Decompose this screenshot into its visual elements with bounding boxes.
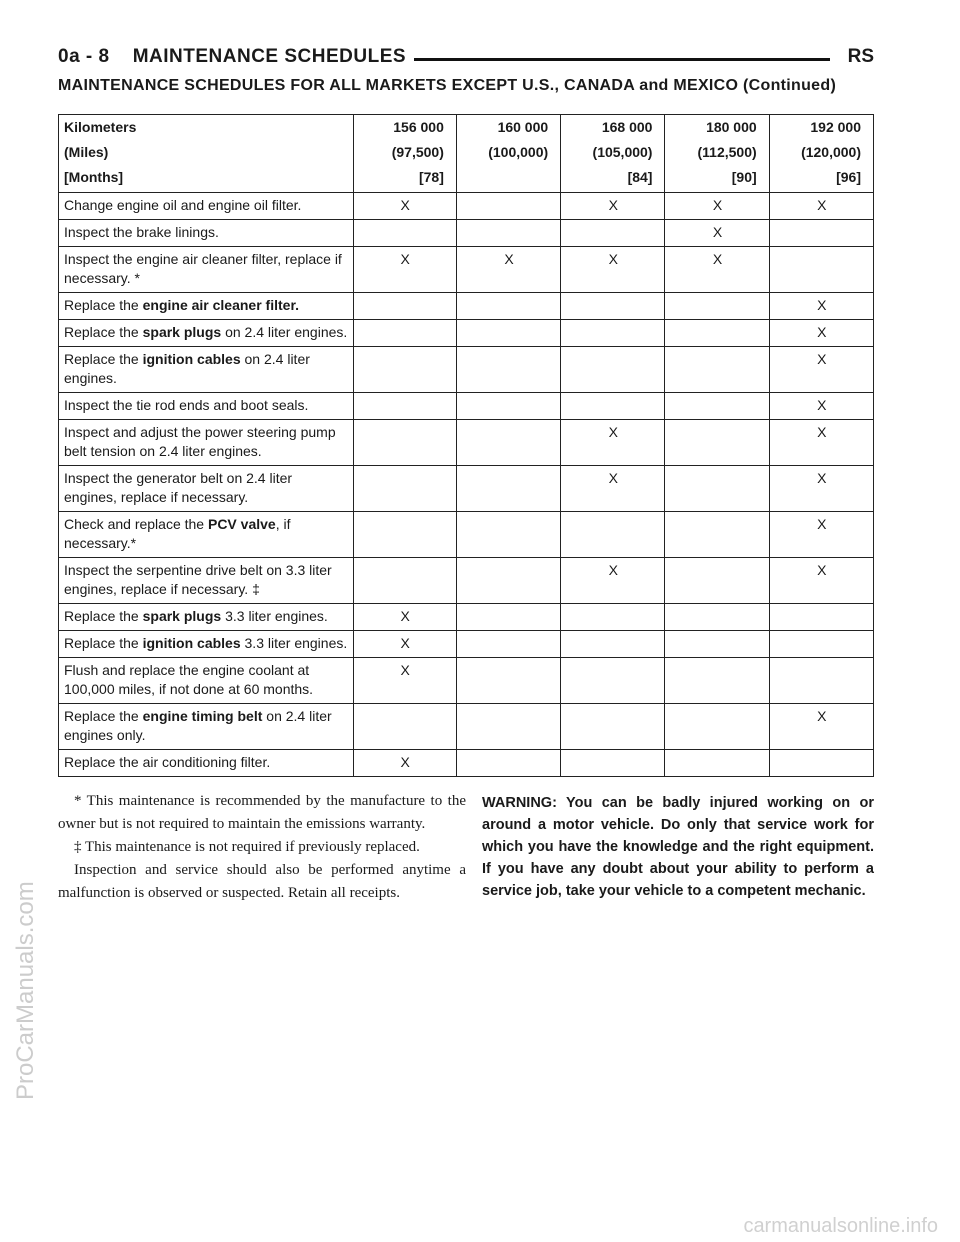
table-row bbox=[59, 320, 874, 347]
footnote-double-dagger: ‡ This maintenance is not required if previously replaced. bbox=[74, 839, 420, 855]
interval-mark-cell bbox=[561, 293, 665, 320]
task-part-name: engine timing belt bbox=[142, 708, 263, 724]
section-title: MAINTENANCE SCHEDULES FOR ALL MARKETS EXCEPT U.S., CANADA and MEXICO (Continued) bbox=[58, 77, 837, 94]
task-cell bbox=[59, 704, 354, 750]
header-cell-interval bbox=[456, 115, 560, 193]
interval-mark-cell bbox=[561, 604, 665, 631]
header-line: (Miles) bbox=[64, 144, 109, 160]
header-line: [78] bbox=[418, 169, 444, 185]
task-cell bbox=[59, 604, 354, 631]
task-cell bbox=[59, 220, 354, 247]
table-row bbox=[59, 293, 874, 320]
interval-mark-cell bbox=[456, 220, 560, 247]
task-text: 3.3 liter engines. bbox=[240, 635, 348, 651]
header-line: Kilometers bbox=[64, 119, 137, 135]
header-cell-interval bbox=[353, 115, 456, 193]
interval-mark-cell bbox=[561, 658, 665, 704]
task-cell bbox=[59, 293, 354, 320]
interval-mark-cell bbox=[456, 293, 560, 320]
task-text: Replace the air conditioning filter. bbox=[64, 754, 271, 770]
interval-mark-cell bbox=[353, 466, 456, 512]
header-line: (112,500) bbox=[697, 144, 757, 160]
interval-mark-cell bbox=[769, 604, 873, 631]
interval-mark-cell bbox=[456, 466, 560, 512]
interval-mark-cell: X bbox=[769, 512, 873, 558]
interval-mark-cell bbox=[665, 604, 769, 631]
interval-mark-cell bbox=[665, 558, 769, 604]
header-section-code: RS bbox=[840, 46, 874, 68]
interval-mark-cell bbox=[456, 558, 560, 604]
task-text: , if necessary.* bbox=[64, 516, 295, 551]
table-row bbox=[59, 420, 874, 466]
task-text: Replace the bbox=[64, 608, 143, 624]
interval-mark-cell bbox=[353, 347, 456, 393]
task-cell bbox=[59, 347, 354, 393]
header-line: [90] bbox=[731, 169, 757, 185]
header-cell-label bbox=[59, 115, 354, 193]
interval-mark-cell bbox=[456, 704, 560, 750]
interval-mark-cell: X bbox=[769, 420, 873, 466]
interval-mark-cell bbox=[456, 604, 560, 631]
interval-mark-cell: X bbox=[665, 193, 769, 220]
task-text: Replace the bbox=[64, 635, 143, 651]
footnote-asterisk: * This maintenance is recommended by the manufacture to the owner but is not required to maintain the emissions warranty. bbox=[58, 793, 466, 832]
task-text: on 2.4 liter engines. bbox=[64, 351, 314, 386]
table-row bbox=[59, 750, 874, 777]
task-part-name: ignition cables bbox=[142, 351, 241, 367]
task-text: Inspect the engine air cleaner filter, replace if necessary. * bbox=[64, 251, 346, 286]
page-header bbox=[58, 46, 874, 74]
bottom-watermark: carmanualsonline.info bbox=[743, 1215, 938, 1237]
table-row bbox=[59, 220, 874, 247]
header-line: 168 000 bbox=[601, 119, 653, 135]
task-cell bbox=[59, 320, 354, 347]
interval-mark-cell bbox=[665, 512, 769, 558]
interval-mark-cell bbox=[353, 704, 456, 750]
header-line: (97,500) bbox=[391, 144, 444, 160]
interval-mark-cell bbox=[561, 704, 665, 750]
interval-mark-cell bbox=[665, 393, 769, 420]
interval-mark-cell: X bbox=[561, 466, 665, 512]
task-part-name: engine air cleaner filter. bbox=[142, 297, 300, 313]
header-page-label: 0a - 8 MAINTENANCE SCHEDULES bbox=[58, 46, 414, 68]
interval-mark-cell: X bbox=[769, 558, 873, 604]
interval-mark-cell bbox=[665, 420, 769, 466]
header-line: 192 000 bbox=[810, 119, 861, 135]
header-line: 180 000 bbox=[706, 119, 757, 135]
interval-mark-cell bbox=[561, 347, 665, 393]
interval-mark-cell: X bbox=[561, 193, 665, 220]
interval-mark-cell bbox=[769, 658, 873, 704]
interval-mark-cell: X bbox=[769, 393, 873, 420]
interval-mark-cell: X bbox=[769, 347, 873, 393]
task-cell bbox=[59, 420, 354, 466]
table-row bbox=[59, 658, 874, 704]
interval-mark-cell: X bbox=[353, 193, 456, 220]
interval-mark-cell bbox=[353, 512, 456, 558]
interval-mark-cell bbox=[561, 220, 665, 247]
task-cell bbox=[59, 631, 354, 658]
task-text: Inspect the serpentine drive belt on 3.3 liter engines, replace if necessary. ‡ bbox=[64, 562, 336, 597]
task-text: Inspect the generator belt on 2.4 liter engines, replace if necessary. bbox=[64, 470, 296, 505]
side-watermark: ProCarManuals.com bbox=[12, 881, 39, 1100]
interval-mark-cell bbox=[456, 512, 560, 558]
table-row bbox=[59, 247, 874, 293]
interval-mark-cell bbox=[665, 704, 769, 750]
header-line: (100,000) bbox=[488, 144, 549, 160]
interval-mark-cell bbox=[561, 750, 665, 777]
header-line: [84] bbox=[627, 169, 653, 185]
task-text: Inspect and adjust the power steering pump belt tension on 2.4 liter engines. bbox=[64, 424, 340, 459]
interval-mark-cell bbox=[561, 393, 665, 420]
interval-mark-cell: X bbox=[561, 247, 665, 293]
interval-mark-cell: X bbox=[769, 320, 873, 347]
table-row bbox=[59, 704, 874, 750]
task-part-name: ignition cables bbox=[142, 635, 241, 651]
interval-mark-cell: X bbox=[353, 247, 456, 293]
table-row bbox=[59, 466, 874, 512]
maintenance-schedule-table bbox=[58, 114, 874, 777]
task-cell bbox=[59, 393, 354, 420]
task-text: on 2.4 liter engines. bbox=[221, 324, 348, 340]
interval-mark-cell: X bbox=[353, 658, 456, 704]
table-row bbox=[59, 558, 874, 604]
interval-mark-cell: X bbox=[561, 558, 665, 604]
interval-mark-cell bbox=[456, 750, 560, 777]
interval-mark-cell bbox=[665, 466, 769, 512]
task-text: Replace the bbox=[64, 708, 143, 724]
interval-mark-cell bbox=[353, 220, 456, 247]
task-cell bbox=[59, 247, 354, 293]
interval-mark-cell bbox=[561, 320, 665, 347]
header-line bbox=[462, 165, 548, 190]
table-row bbox=[59, 631, 874, 658]
interval-mark-cell bbox=[665, 631, 769, 658]
interval-mark-cell bbox=[665, 293, 769, 320]
header-line: [96] bbox=[836, 169, 861, 185]
table-row bbox=[59, 193, 874, 220]
interval-mark-cell bbox=[353, 393, 456, 420]
task-cell bbox=[59, 658, 354, 704]
interval-mark-cell bbox=[769, 220, 873, 247]
interval-mark-cell bbox=[353, 320, 456, 347]
footnotes bbox=[58, 790, 466, 905]
interval-mark-cell bbox=[353, 293, 456, 320]
header-line: (120,000) bbox=[801, 144, 861, 160]
interval-mark-cell bbox=[456, 631, 560, 658]
table-row bbox=[59, 347, 874, 393]
table-row bbox=[59, 512, 874, 558]
interval-mark-cell bbox=[769, 750, 873, 777]
interval-mark-cell bbox=[769, 631, 873, 658]
interval-mark-cell: X bbox=[665, 247, 769, 293]
header-line: 156 000 bbox=[393, 119, 444, 135]
header-rule bbox=[366, 58, 830, 61]
header-line: 160 000 bbox=[497, 119, 549, 135]
task-text: Replace the bbox=[64, 324, 143, 340]
interval-mark-cell bbox=[456, 420, 560, 466]
task-text: Inspect the brake linings. bbox=[64, 224, 219, 240]
header-line: [Months] bbox=[64, 169, 124, 185]
interval-mark-cell bbox=[456, 658, 560, 704]
task-text: Inspect the tie rod ends and boot seals. bbox=[64, 397, 309, 413]
interval-mark-cell: X bbox=[561, 420, 665, 466]
interval-mark-cell: X bbox=[353, 631, 456, 658]
task-cell bbox=[59, 193, 354, 220]
interval-mark-cell bbox=[353, 420, 456, 466]
task-text: Check and replace the bbox=[64, 516, 208, 532]
header-cell-interval bbox=[561, 115, 665, 193]
interval-mark-cell: X bbox=[353, 604, 456, 631]
interval-mark-cell bbox=[456, 347, 560, 393]
interval-mark-cell: X bbox=[769, 704, 873, 750]
warning-paragraph: WARNING: You can be badly injured working on or around a motor vehicle. Do only that service work for which you have the knowledge and the right equipment. If you have any doubt about your ability to perform a service job, take your vehicle to a competent mechanic. bbox=[482, 795, 874, 899]
interval-mark-cell bbox=[665, 658, 769, 704]
task-cell bbox=[59, 750, 354, 777]
interval-mark-cell bbox=[456, 193, 560, 220]
task-text: Replace the bbox=[64, 297, 143, 313]
interval-mark-cell bbox=[769, 247, 873, 293]
task-text: Change engine oil and engine oil filter. bbox=[64, 197, 302, 213]
interval-mark-cell: X bbox=[769, 466, 873, 512]
interval-mark-cell bbox=[665, 320, 769, 347]
task-part-name: spark plugs bbox=[142, 324, 222, 340]
header-line: (105,000) bbox=[592, 144, 653, 160]
interval-mark-cell: X bbox=[665, 220, 769, 247]
header-cell-interval bbox=[769, 115, 873, 193]
task-cell bbox=[59, 512, 354, 558]
task-cell bbox=[59, 558, 354, 604]
interval-mark-cell: X bbox=[456, 247, 560, 293]
table-row bbox=[59, 393, 874, 420]
interval-mark-cell bbox=[456, 320, 560, 347]
header-cell-interval bbox=[665, 115, 769, 193]
interval-mark-cell bbox=[456, 393, 560, 420]
task-part-name: PCV valve bbox=[207, 516, 276, 532]
interval-mark-cell bbox=[665, 347, 769, 393]
interval-mark-cell: X bbox=[769, 193, 873, 220]
task-text: Flush and replace the engine coolant at 100,000 miles, if not done at 60 months. bbox=[64, 662, 314, 697]
interval-mark-cell bbox=[561, 631, 665, 658]
interval-mark-cell: X bbox=[769, 293, 873, 320]
table-row bbox=[59, 604, 874, 631]
interval-mark-cell bbox=[561, 512, 665, 558]
task-cell bbox=[59, 466, 354, 512]
task-text: Replace the bbox=[64, 351, 143, 367]
task-text: 3.3 liter engines. bbox=[221, 608, 328, 624]
table-header-row bbox=[59, 115, 874, 193]
interval-mark-cell bbox=[353, 558, 456, 604]
interval-mark-cell: X bbox=[353, 750, 456, 777]
footnote-inspection: Inspection and service should also be performed anytime a malfunction is observed or suspected. Retain all receipts. bbox=[58, 862, 466, 901]
task-part-name: spark plugs bbox=[142, 608, 222, 624]
interval-mark-cell bbox=[665, 750, 769, 777]
task-text: on 2.4 liter engines only. bbox=[64, 708, 336, 743]
